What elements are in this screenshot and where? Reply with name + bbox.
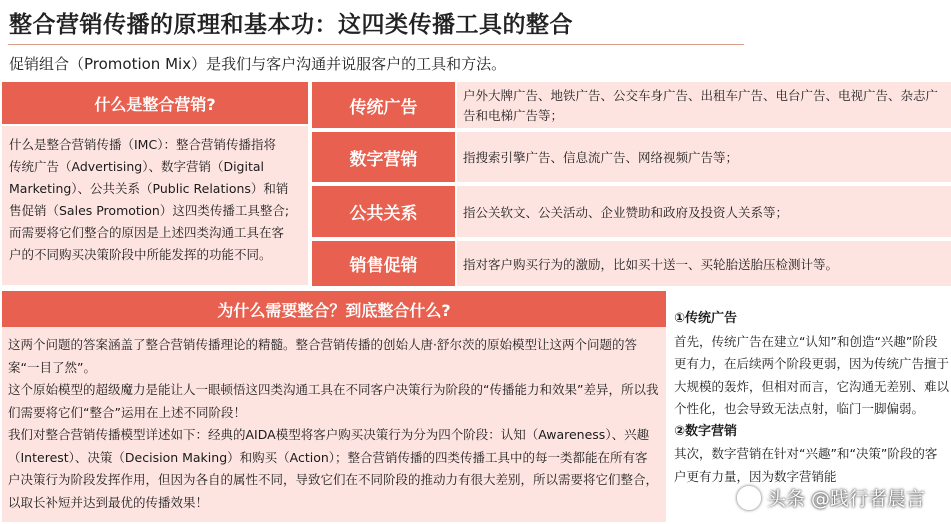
imc-line: 而需要将它们整合的原因是上述四类沟通工具在客 [9,225,285,240]
why-paragraph: 这个原始模型的超级魔力是能让人一眼顿悟这四类沟通工具在不同客户决策行为阶段的“传播能力和效果”差异，所以我们需要将它们“整合”运用在上述不同阶段！ [8,382,659,420]
tool-label-public-relations: 公共关系 [312,186,455,237]
imc-body [2,126,308,285]
why-body [2,327,666,522]
page-subtitle: 促销组合（Promotion Mix）是我们与客户沟通并说服客户的工具和方法。 [9,55,507,73]
tool-label-sales-promotion: 销售促销 [312,241,455,286]
tool-label-digital-marketing: 数字营销 [312,132,455,182]
side-notes [674,308,949,488]
side-paragraph: 其次，数字营销在针对“兴趣”和“决策”阶段的客户更有力量，因为数字营销能 [674,446,938,484]
watermark [737,484,925,511]
headline-logo-icon [737,486,761,510]
tool-desc-public-relations: 指公关软文、公关活动、企业赞助和政府及投资人关系等； [457,186,951,237]
tool-desc-digital-marketing: 指搜索引擎广告、信息流广告、网络视频广告等； [457,132,951,182]
imc-line: 传统广告（Advertising）、数字营销（Digital [9,159,264,174]
why-paragraph: 这两个问题的答案涵盖了整合营销传播理论的精髓。整合营销传播的创始人唐·舒尔茨的原始模型让这两个问题的答案“一目了然”。 [8,337,637,375]
page-title: 整合营销传播的原理和基本功：这四类传播工具的整合 [9,12,573,38]
side-heading-traditional-ads: ①传统广告 [674,311,738,326]
imc-line: 售促销（Sales Promotion）这四类传播工具整合; [9,203,290,218]
tool-desc-sales-promotion: 指对客户购买行为的激励，比如买十送一、买轮胎送胎压检测计等。 [457,241,951,286]
side-paragraph: 首先，传统广告在建立“认知”和创造“兴趣”阶段更有力，在后续两个阶段更弱，因为传统广告擅于大规模的轰炸，但相对而言，它沟通无差别、难以个性化，也会导致无法点射，临门一脚偏弱。 [674,333,950,416]
title-divider [8,44,744,45]
imc-heading: 什么是整合营销? [2,82,308,124]
imc-line: Marketing）、公共关系（Public Relations）和销 [9,181,289,196]
tool-desc-traditional-ads: 户外大牌广告、地铁广告、公交车身广告、出租车广告、电台广告、电视广告、杂志广告和电梯广告等； [457,82,951,128]
why-heading: 为什么需要整合？到底整合什么? [2,291,666,327]
why-paragraph: 我们对整合营销传播模型详述如下：经典的AIDA模型将客户购买决策行为分为四个阶段：认知（Awareness）、兴趣（Interest）、决策（Decision Making）和购买（Action）；整合营销传播的四类传播工具中的每一类都能在所有客户决策行为阶段发挥作用，但因为各自的属性不同，导致它们在不同阶段的推动力有很大差别，所以需要将它们整合，以取长补短并达到最优的传播效果！ [8,427,659,510]
imc-line: 户的不同购买决策阶段中所能发挥的功能不同。 [9,247,272,262]
tool-label-traditional-ads: 传统广告 [312,82,455,128]
imc-line: 什么是整合营销传播（IMC）：整合营销传播指将 [9,137,276,152]
side-heading-digital-marketing: ②数字营销 [674,423,738,439]
watermark-text: 头条 @践行者晨言 [767,488,926,510]
